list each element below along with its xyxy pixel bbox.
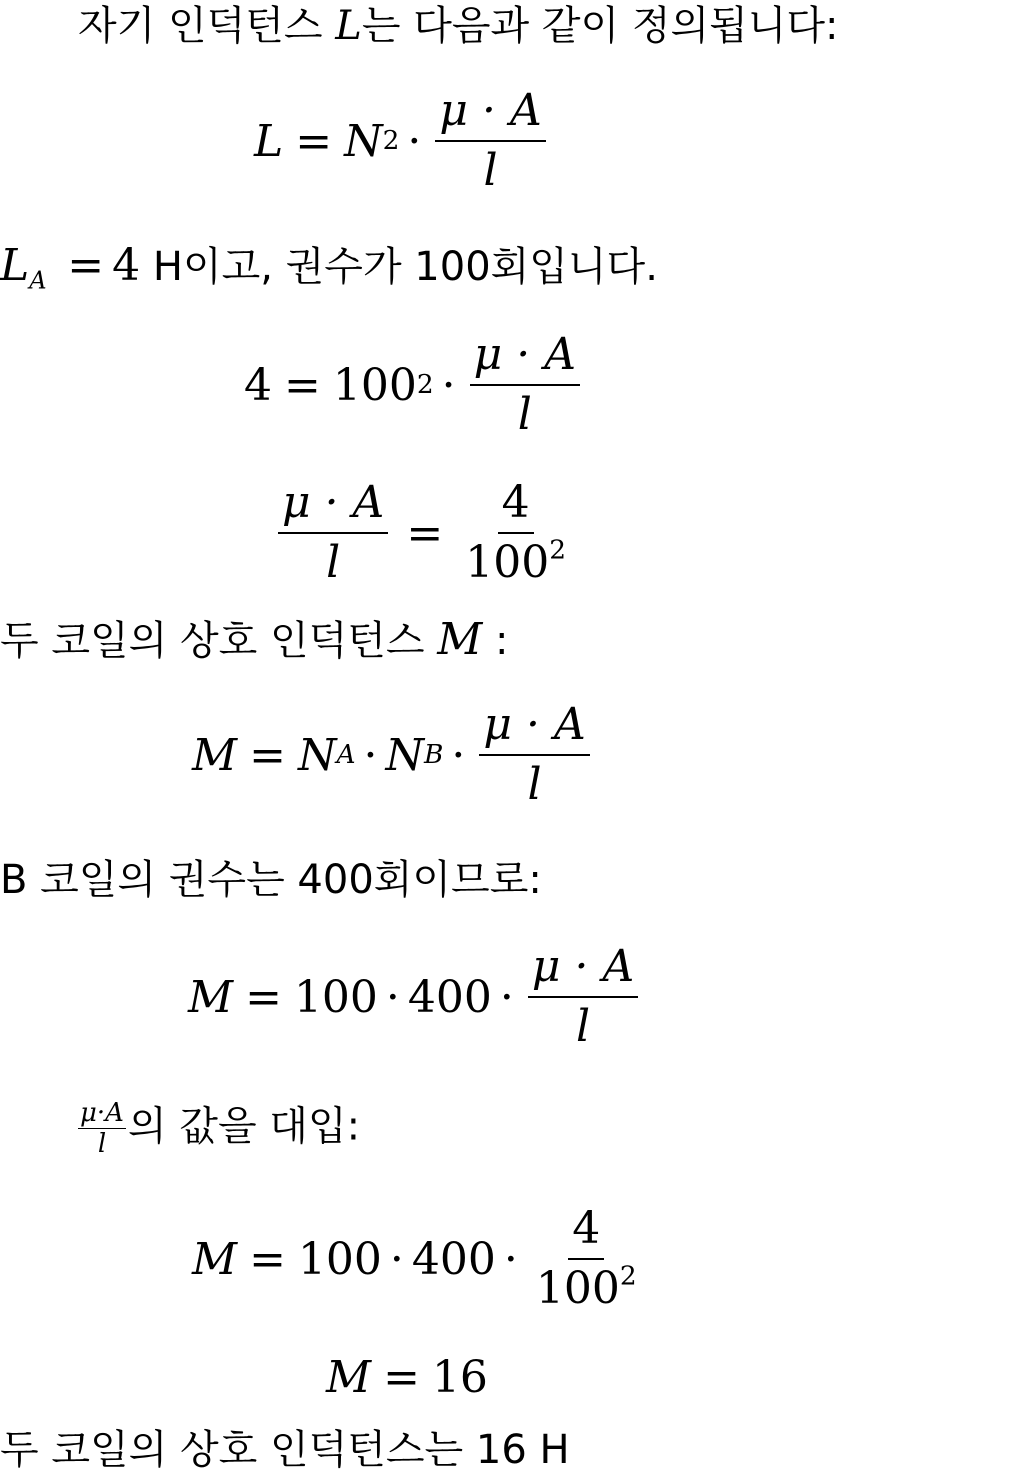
fraction: $\frac{\mu \cdot A}{l}$ xyxy=(528,944,638,1050)
equation-mutual-numbers: M = 100 · 400 · $\frac{\mu \cdot A}{l}$ xyxy=(188,944,644,1050)
fraction: $\frac{4}{100^2}$ xyxy=(535,1203,637,1315)
given-line: $L_A = 4$ H이고, 권수가 100회입니다. xyxy=(0,240,658,295)
mutual-intro-line: 두 코일의 상호 인덕턴스 M : xyxy=(0,614,509,665)
equation-substituted: 4 = 100 2 · $\frac{\mu \cdot A}{l}$ xyxy=(244,332,586,438)
fraction: $\frac{\mu \cdot A}{l}$ xyxy=(470,332,580,438)
fraction-right: $\frac{4}{100^2}$ xyxy=(465,477,566,589)
intro-line: 자기 인덕턴스 L는 다음과 같이 정의됩니다: xyxy=(78,3,839,49)
fraction: $\frac{\mu \cdot A}{l}$ xyxy=(435,88,545,194)
fraction: $\frac{\mu \cdot A}{l}$ xyxy=(479,702,589,808)
equation-result: M = 16 xyxy=(326,1352,488,1403)
fraction-left: $\frac{\mu \cdot A}{l}$ xyxy=(278,480,388,586)
equation-ratio: $\frac{\mu \cdot A}{l}$ = $\frac{4}{100^2}$ xyxy=(272,480,576,586)
equation-self-inductance: L = N 2 · $\frac{\mu \cdot A}{l}$ xyxy=(254,88,552,194)
equation-final-substituted: M = 100 · 400 · $\frac{4}{100^2}$ xyxy=(192,1206,647,1312)
equation-mutual: M = N A · N B · $\frac{\mu \cdot A}{l}$ xyxy=(192,702,596,808)
substitute-line: $\frac{\mu\cdot A}{l}$ 의 값을 대입: xyxy=(80,1098,361,1159)
b-coil-line: B 코일의 권수는 400회이므로: xyxy=(0,857,542,903)
var-L: L xyxy=(335,3,362,49)
conclusion-line: 두 코일의 상호 인덕턴스는 16 H xyxy=(0,1427,570,1473)
inline-fraction: $\frac{\mu\cdot A}{l}$ xyxy=(80,1098,124,1159)
